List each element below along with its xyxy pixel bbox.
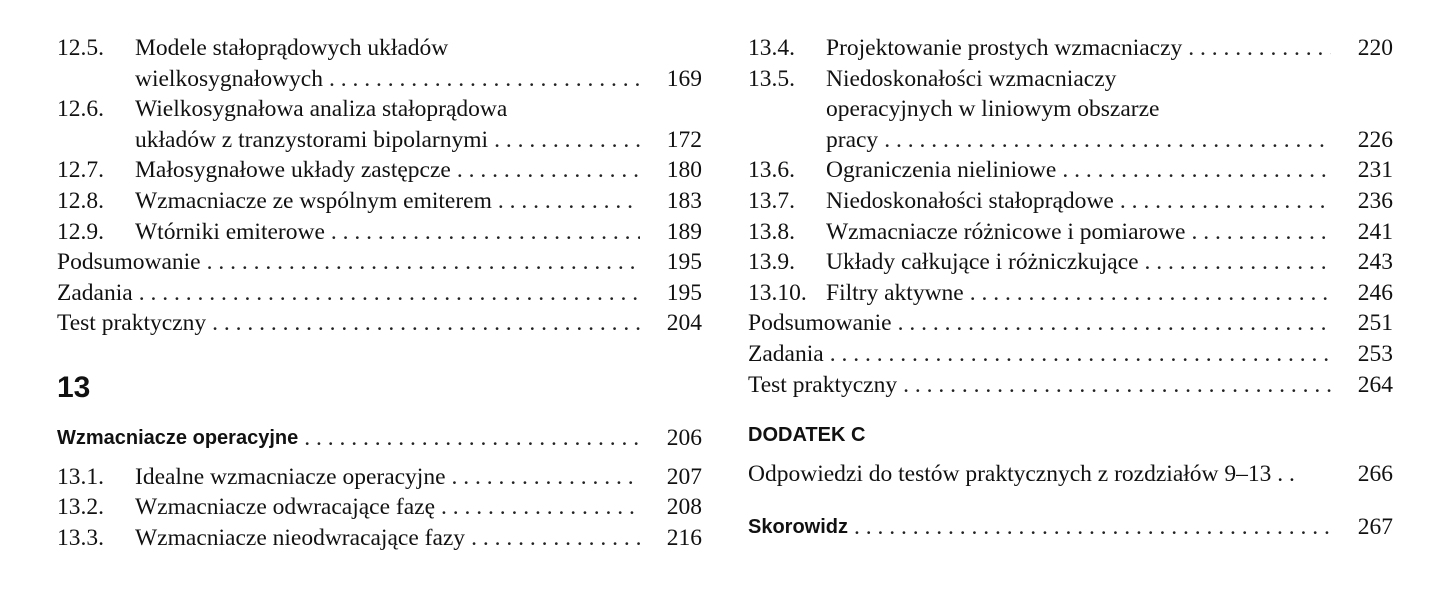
- dot-leader: [903, 370, 1331, 401]
- entry-title: Niedoskonałości stałoprądowe: [826, 187, 1114, 214]
- toc-entry-continuation[interactable]: [57, 125, 702, 156]
- entry-page: 253: [1357, 340, 1393, 367]
- entry-page: 204: [666, 310, 702, 337]
- entry-number: 13.10.: [748, 279, 807, 306]
- dot-leader: [457, 155, 640, 186]
- entry-title: Filtry aktywne: [826, 279, 964, 306]
- entry-title: Odpowiedzi do testów praktycznych z rozdziałów 9–13 . .: [748, 461, 1295, 488]
- entry-page: 264: [1357, 371, 1393, 398]
- index-entry[interactable]: [748, 512, 1393, 543]
- dot-leader: [212, 308, 640, 339]
- entry-title: Test praktyczny: [748, 371, 898, 398]
- toc-entry[interactable]: [748, 217, 1393, 248]
- toc-entry[interactable]: [57, 462, 702, 493]
- dot-leader: [1188, 33, 1331, 64]
- entry-number: 13.7.: [748, 187, 795, 214]
- entry-title: Test praktyczny: [57, 310, 207, 337]
- entry-title: Wtórniki emiterowe: [135, 218, 325, 245]
- entry-number: 13.9.: [748, 249, 795, 276]
- dot-leader: [441, 492, 640, 523]
- entry-title: Zadania: [748, 340, 824, 367]
- entry-title: Wzmacniacze odwracające fazę: [135, 494, 436, 521]
- dot-leader: [1192, 217, 1332, 248]
- dot-leader: [139, 278, 640, 309]
- entry-page: 246: [1357, 279, 1393, 306]
- toc-entry-practice-test[interactable]: [57, 308, 702, 339]
- entry-page: 208: [666, 494, 702, 521]
- toc-entry[interactable]: [57, 94, 702, 125]
- toc-entry[interactable]: [748, 33, 1393, 64]
- dot-leader: [331, 217, 640, 248]
- entry-title: Wzmacniacze nieodwracające fazy: [135, 524, 466, 551]
- entry-title: Ograniczenia nieliniowe: [826, 157, 1057, 184]
- toc-entry-exercises[interactable]: [748, 339, 1393, 370]
- chapter-title: Wzmacniacze operacyjne: [57, 426, 299, 449]
- entry-title: Niedoskonałości wzmacniaczy: [826, 65, 1117, 92]
- entry-title: układów z tranzystorami bipolarnymi: [135, 126, 489, 153]
- entry-number: 12.7.: [57, 157, 104, 184]
- dot-leader: [898, 308, 1331, 339]
- toc-entry-continuation[interactable]: [57, 64, 702, 95]
- toc-right-column: [748, 33, 1393, 542]
- toc-entry[interactable]: [748, 155, 1393, 186]
- toc-entry[interactable]: [57, 155, 702, 186]
- dot-leader: [304, 423, 640, 454]
- appendix-entry[interactable]: [748, 459, 1393, 490]
- entry-page: 236: [1357, 187, 1393, 214]
- entry-title: operacyjnych w liniowym obszarze: [826, 96, 1160, 123]
- entry-page: 206: [666, 424, 702, 451]
- toc-entry-summary[interactable]: [57, 247, 702, 278]
- entry-page: 189: [666, 218, 702, 245]
- entry-title: wielkosygnałowych: [135, 65, 323, 92]
- toc-entry[interactable]: [57, 523, 702, 554]
- entry-page: 195: [666, 279, 702, 306]
- toc-entry[interactable]: [748, 186, 1393, 217]
- dot-leader: [854, 512, 1331, 543]
- entry-title: Małosygnałowe układy zastępcze: [135, 157, 451, 184]
- toc-entry[interactable]: [57, 217, 702, 248]
- entry-page: 220: [1357, 35, 1393, 61]
- toc-entry[interactable]: [57, 492, 702, 523]
- entry-title: Podsumowanie: [748, 310, 892, 337]
- toc-entry[interactable]: [748, 64, 1393, 95]
- entry-page: 216: [666, 524, 702, 551]
- entry-number: 13.3.: [57, 524, 104, 551]
- dot-leader: [1062, 155, 1331, 186]
- toc-entry[interactable]: [57, 33, 702, 64]
- entry-number: 13.8.: [748, 218, 795, 245]
- entry-number: 13.1.: [57, 463, 104, 490]
- entry-number: 13.5.: [748, 65, 795, 92]
- entry-title: Projektowanie prostych wzmacniaczy: [826, 35, 1183, 61]
- entry-title: Modele stałoprądowych układów: [135, 35, 449, 61]
- toc-entry[interactable]: [748, 278, 1393, 309]
- entry-title: pracy: [826, 126, 879, 153]
- dot-leader: [830, 339, 1331, 370]
- entry-page: 251: [1357, 310, 1393, 337]
- entry-number: 13.6.: [748, 157, 795, 184]
- entry-title: Idealne wzmacniacze operacyjne: [135, 463, 446, 490]
- dot-leader: [494, 125, 640, 156]
- entry-page: 267: [1357, 513, 1393, 540]
- toc-entry[interactable]: [748, 247, 1393, 278]
- dot-leader: [329, 64, 640, 95]
- toc-entry[interactable]: [57, 186, 702, 217]
- entry-page: 266: [1357, 461, 1393, 488]
- entry-page: 180: [666, 157, 702, 184]
- toc-entry-summary[interactable]: [748, 308, 1393, 339]
- appendix-heading: DODATEK C: [748, 424, 866, 447]
- chapter-title-entry[interactable]: [57, 423, 702, 454]
- dot-leader: [207, 247, 640, 278]
- entry-number: 12.8.: [57, 187, 104, 214]
- toc-left-column: [57, 33, 702, 553]
- entry-page: 241: [1357, 218, 1393, 245]
- entry-title: Układy całkujące i różniczkujące: [826, 249, 1139, 276]
- entry-title: Zadania: [57, 279, 133, 306]
- entry-number: 12.5.: [57, 35, 104, 61]
- entry-page: 207: [666, 463, 702, 490]
- dot-leader: [452, 462, 640, 493]
- entry-page: 231: [1357, 157, 1393, 184]
- entry-title: Wielkosygnałowa analiza stałoprądowa: [135, 96, 508, 123]
- chapter-number: 13: [57, 370, 91, 404]
- toc-entry-practice-test[interactable]: [748, 370, 1393, 401]
- entry-number: 12.9.: [57, 218, 104, 245]
- entry-title: Wzmacniacze ze wspólnym emiterem: [135, 187, 492, 214]
- dot-leader: [471, 523, 640, 554]
- entry-page: 172: [666, 126, 702, 153]
- dot-leader: [884, 125, 1331, 156]
- entry-page: 169: [666, 65, 702, 92]
- entry-page: 195: [666, 249, 702, 276]
- dot-leader: [498, 186, 640, 217]
- dot-leader: [1145, 247, 1331, 278]
- entry-number: 12.6.: [57, 96, 104, 123]
- entry-page: 226: [1357, 126, 1393, 153]
- toc-entry-continuation[interactable]: [748, 94, 1393, 125]
- entry-page: 243: [1357, 249, 1393, 276]
- entry-number: 13.2.: [57, 494, 104, 521]
- dot-leader: [970, 278, 1331, 309]
- entry-number: 13.4.: [748, 35, 795, 61]
- entry-title: Wzmacniacze różnicowe i pomiarowe: [826, 218, 1186, 245]
- index-title: Skorowidz: [748, 515, 849, 538]
- toc-entry-exercises[interactable]: [57, 278, 702, 309]
- entry-title: Podsumowanie: [57, 249, 201, 276]
- toc-entry-continuation[interactable]: [748, 125, 1393, 156]
- entry-page: 183: [666, 187, 702, 214]
- dot-leader: [1120, 186, 1331, 217]
